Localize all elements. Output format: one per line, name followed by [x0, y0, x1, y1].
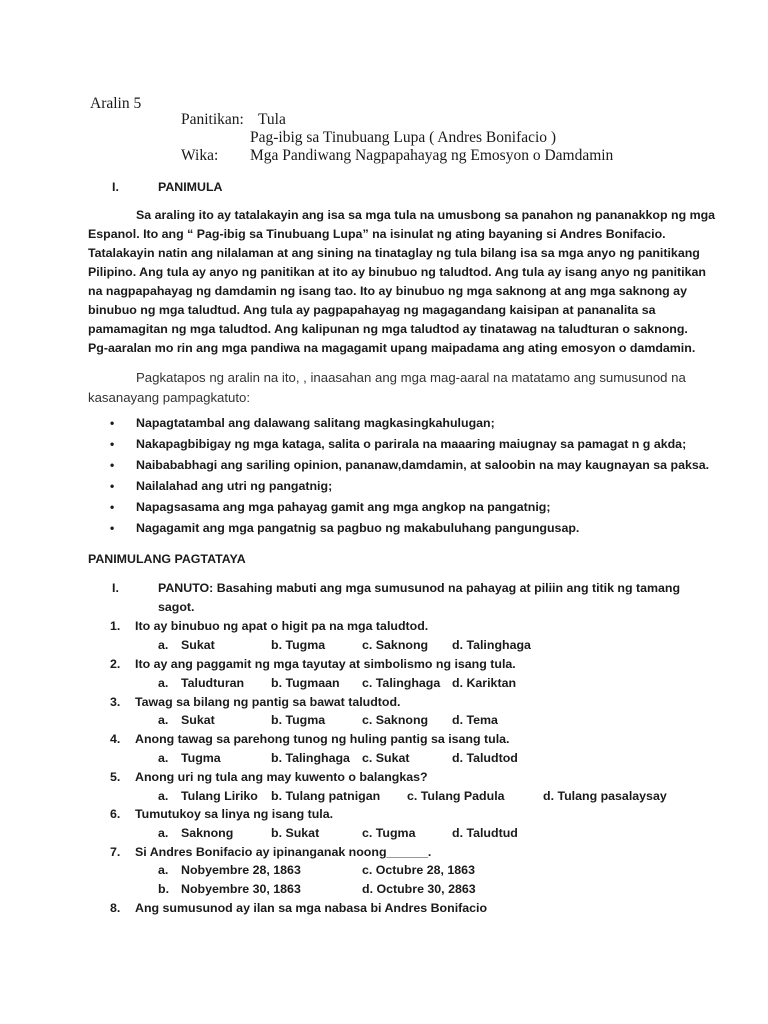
choice: b. Sukat: [271, 826, 320, 840]
choice-letter: a.: [158, 751, 169, 765]
question-number: 5.: [110, 770, 121, 784]
document-page: Aralin 5 Panitikan: Tula Pag-ibig sa Tinubuang Lupa ( Andres Bonifacio ) Wika: Mga Pandiwang Nagpapahayag ng Emosyon o Damdamin I. PANIMULA Sa araling ito ay tatalakayin ang isa sa mga tula na umusbong sa panahon ng pananakkop ng mga Espanol. Ito ang “ Pag-ibig sa Tinubuang Lupa” na isinulat ng ating bayaning si Andres Bonifacio. Tatalakayin natin ang nilalaman at ang sining na tinataglay ng tula bilang isa sa mga anyo ng panitikang Pilipino. Ang tula ay anyo ng panitikan at ito ay binubuo ng taludtod. Ang tula ay isang anyo ng panitikan na nagpapahayag ng damdamin ng isang tao. Ito ay binubuo ng mga saknong at ang mga saknong ay binubuo ng mga taludtud. Ang tula ay pagpapahayag ng magagandang kaisipan at pananalita sa pamamagitan ng mga taludtod. Ang kalipunan ng mga taludtod ay tinatawag na taludturan o saknong. Pg-aaralan mo rin ang mga pandiwa na magagamit upang maipadama ang ating emosyon o damdamin. Pagkatapos ng aralin na ito, , inaasahan ang mga mag-aaral na matatamo ang sumusunod na kasanayang pampagkatuto: • Napagtatambal ang dalawang salitang magkasingkahulugan; • Nakapagbibigay ng mga kataga, salita o parirala na maaaring maiugnay sa pamagat n g akda; • Naibababhagi ang sariling opinion, pananaw,damdamin, at saloobin na may kaugnayan sa paksa. • Nailalahad ang utri ng pangatnig; • Napagsasama ang mga pahayag gamit ang mga angkop na pangatnig; • Nagagamit ang mga pangatnig sa pagbuo ng makabuluhang pangungusap. PANIMULANG PAGTATAYA I. PANUTO: Basahing mabuti ang mga sumusunod na pahayag at piliin ang titik ng tamang sagot. 1. Ito ay binubuo ng apat o higit pa na mga taludtod. a. Sukat b. Tugma c. Saknong d. Talinghaga 2. Ito ay ang paggamit ng mga tayutay at simbolismo ng isang tula. a. Taludturan b. Tugmaan c. Talinghaga d. Kariktan 3. Tawag sa bilang ng pantig sa bawat taludtod. a. Sukat b. Tugma c. Saknong d. Tema 4. Anong tawag sa parehong tunog ng huling pantig sa isang tula. a. Tugma b. Talinghaga c. Sukat d. Taludtod 5. Anong uri ng tula ang may kuwento o balangkas? a. Tulang Liriko b. Tulang patnigan c. Tulang Padula d. Tulang pasalaysay 6. Tumutukoy sa linya ng isang tula. a. Saknong b. Sukat c. Tugma d. Taludtud 7. Si Andres Bonifacio ay ipinanganak noong______. a. Nobyembre 28, 1863 c. Octubre 28, 1863 b. Nobyembre 30, 1863 d. Octubre 30, 2863 8. Ang sumusunod ay ilan sa mga nabasa bi Andres Bonifacio: [88, 95, 716, 915]
intro-line: na nagpapahayag ng damdamin ng isang tao. Ito ay binubuo ng mga saknong at ang mga saknong ay: [88, 284, 687, 298]
question-number: 3.: [110, 695, 121, 709]
bullet-icon: •: [110, 458, 115, 472]
question-number: 8.: [110, 901, 121, 915]
choice: Nobyembre 30, 1863: [181, 882, 301, 896]
choice: d. Talinghaga: [452, 638, 531, 652]
pretest-title: PANIMULANG PAGTATAYA: [88, 552, 246, 566]
question-text: Anong tawag sa parehong tunog ng huling pantig sa isang tula.: [135, 732, 510, 746]
intro-line: Tatalakayin natin ang nilalaman at ang sining na tinataglay ng tula bilang isa sa mga anyo ng panitikang: [88, 246, 700, 260]
choice: d. Taludtod: [452, 751, 518, 765]
choice: Tugma: [181, 751, 221, 765]
panuto-number: I.: [112, 581, 119, 595]
choice: c. Saknong: [362, 713, 429, 727]
question-text: Tumutukoy sa linya ng isang tula.: [135, 807, 334, 821]
expectation-line: kasanayang pampagkatuto:: [88, 390, 251, 405]
choice: Sukat: [181, 638, 215, 652]
intro-paragraph: [88, 206, 716, 358]
panuto-line: PANUTO: Basahing mabuti ang mga sumusunod na pahayag at piliin ang titik ng tamang: [158, 581, 681, 595]
section-number: I.: [112, 180, 119, 194]
panuto-line: sagot.: [158, 600, 195, 614]
question-text: Tawag sa bilang ng pantig sa bawat taludtod.: [135, 695, 401, 709]
bullet-icon: •: [110, 437, 115, 451]
question-number: 4.: [110, 732, 121, 746]
choice-letter: a.: [158, 826, 169, 840]
question-text: Ito ay binubuo ng apat o higit pa na mga taludtod.: [135, 619, 429, 633]
intro-line: binubuo ng mga taludtud. Ang tula ay pagpapahayag ng magagandang kaisipan at pananalita sa: [88, 303, 656, 317]
choice: Sukat: [181, 713, 215, 727]
bullet-icon: •: [110, 416, 115, 430]
choice: b. Tugma: [271, 713, 326, 727]
choice-letter: a.: [158, 713, 169, 727]
intro-line: pamamagitan ng mga taludtod. Ang kalipunan ng mga taludtod ay tinatawag na taludturan o saknong.: [88, 322, 688, 336]
bullet-icon: •: [110, 500, 115, 514]
question-text: Ang sumusunod ay ilan sa mga nabasa bi Andres Bonifacio: [135, 901, 488, 915]
question-text: Ito ay ang paggamit ng mga tayutay at simbolismo ng isang tula.: [135, 657, 516, 671]
question-number: 2.: [110, 657, 121, 671]
choice-letter: a.: [158, 676, 169, 690]
question-number: 6.: [110, 807, 121, 821]
choice: c. Tulang Padula: [407, 789, 505, 803]
choice: d. Tema: [452, 713, 498, 727]
question-number: 7.: [110, 845, 121, 859]
bullet-icon: •: [110, 479, 115, 493]
expectation-line: Pagkatapos ng aralin na ito, , inaasahan ang mga mag-aaral na matatamo ang sumusunod na: [136, 370, 686, 385]
choice: d. Taludtud: [452, 826, 518, 840]
wika-value: Mga Pandiwang Nagpapahayag ng Emosyon o Damdamin: [250, 147, 614, 164]
choice: c. Talinghaga: [362, 676, 441, 690]
wika-label: Wika:: [181, 147, 219, 164]
choice: d. Octubre 30, 2863: [362, 882, 476, 896]
choice: c. Tugma: [362, 826, 416, 840]
expectation-paragraph: [88, 368, 688, 408]
choice-letter: a.: [158, 863, 169, 877]
choice: c. Octubre 28, 1863: [362, 863, 475, 877]
lesson-number: Aralin 5: [90, 95, 142, 112]
section-title: PANIMULA: [158, 180, 223, 194]
choice: Taludturan: [181, 676, 245, 690]
intro-line: Pg-aaralan mo rin ang mga pandiwa na magagamit upang maipadama ang ating emosyon o damdamin.: [88, 341, 696, 355]
choice: Nobyembre 28, 1863: [181, 863, 301, 877]
panitikan-label: Panitikan:: [181, 111, 244, 128]
choice: b. Tugmaan: [271, 676, 340, 690]
choice-letter: a.: [158, 638, 169, 652]
choice: c. Sukat: [362, 751, 410, 765]
choice: Tulang Liriko: [181, 789, 258, 803]
panitikan-value: Tula: [258, 111, 286, 128]
choice: b. Tulang patnigan: [271, 789, 381, 803]
intro-line: Sa araling ito ay tatalakayin ang isa sa mga tula na umusbong sa panahon ng pananakkop ng mga: [136, 208, 716, 222]
intro-line: Espanol. Ito ang “ Pag-ibig sa Tinubuang Lupa” na isinulat ng ating bayaning si Andres Bonifacio.: [88, 227, 666, 241]
bullet-icon: •: [110, 521, 115, 535]
choice: d. Kariktan: [452, 676, 517, 690]
choice-letter: b.: [158, 882, 170, 896]
choice: Saknong: [181, 826, 234, 840]
question-text: Si Andres Bonifacio ay ipinanganak noong______.: [135, 845, 432, 859]
question-number: 1.: [110, 619, 121, 633]
choice: b. Tugma: [271, 638, 326, 652]
question-text: Anong uri ng tula ang may kuwento o balangkas?: [135, 770, 428, 784]
poem-title: Pag-ibig sa Tinubuang Lupa ( Andres Bonifacio ): [250, 129, 557, 146]
choice: c. Saknong: [362, 638, 429, 652]
choice-letter: a.: [158, 789, 169, 803]
choice: b. Talinghaga: [271, 751, 350, 765]
intro-line: Pilipino. Ang tula ay anyo ng panitikan at ito ay binubuo ng taludtod. Ang tula ay isang anyo ng panitikan: [88, 265, 706, 279]
choice: d. Tulang pasalaysay: [543, 789, 667, 803]
